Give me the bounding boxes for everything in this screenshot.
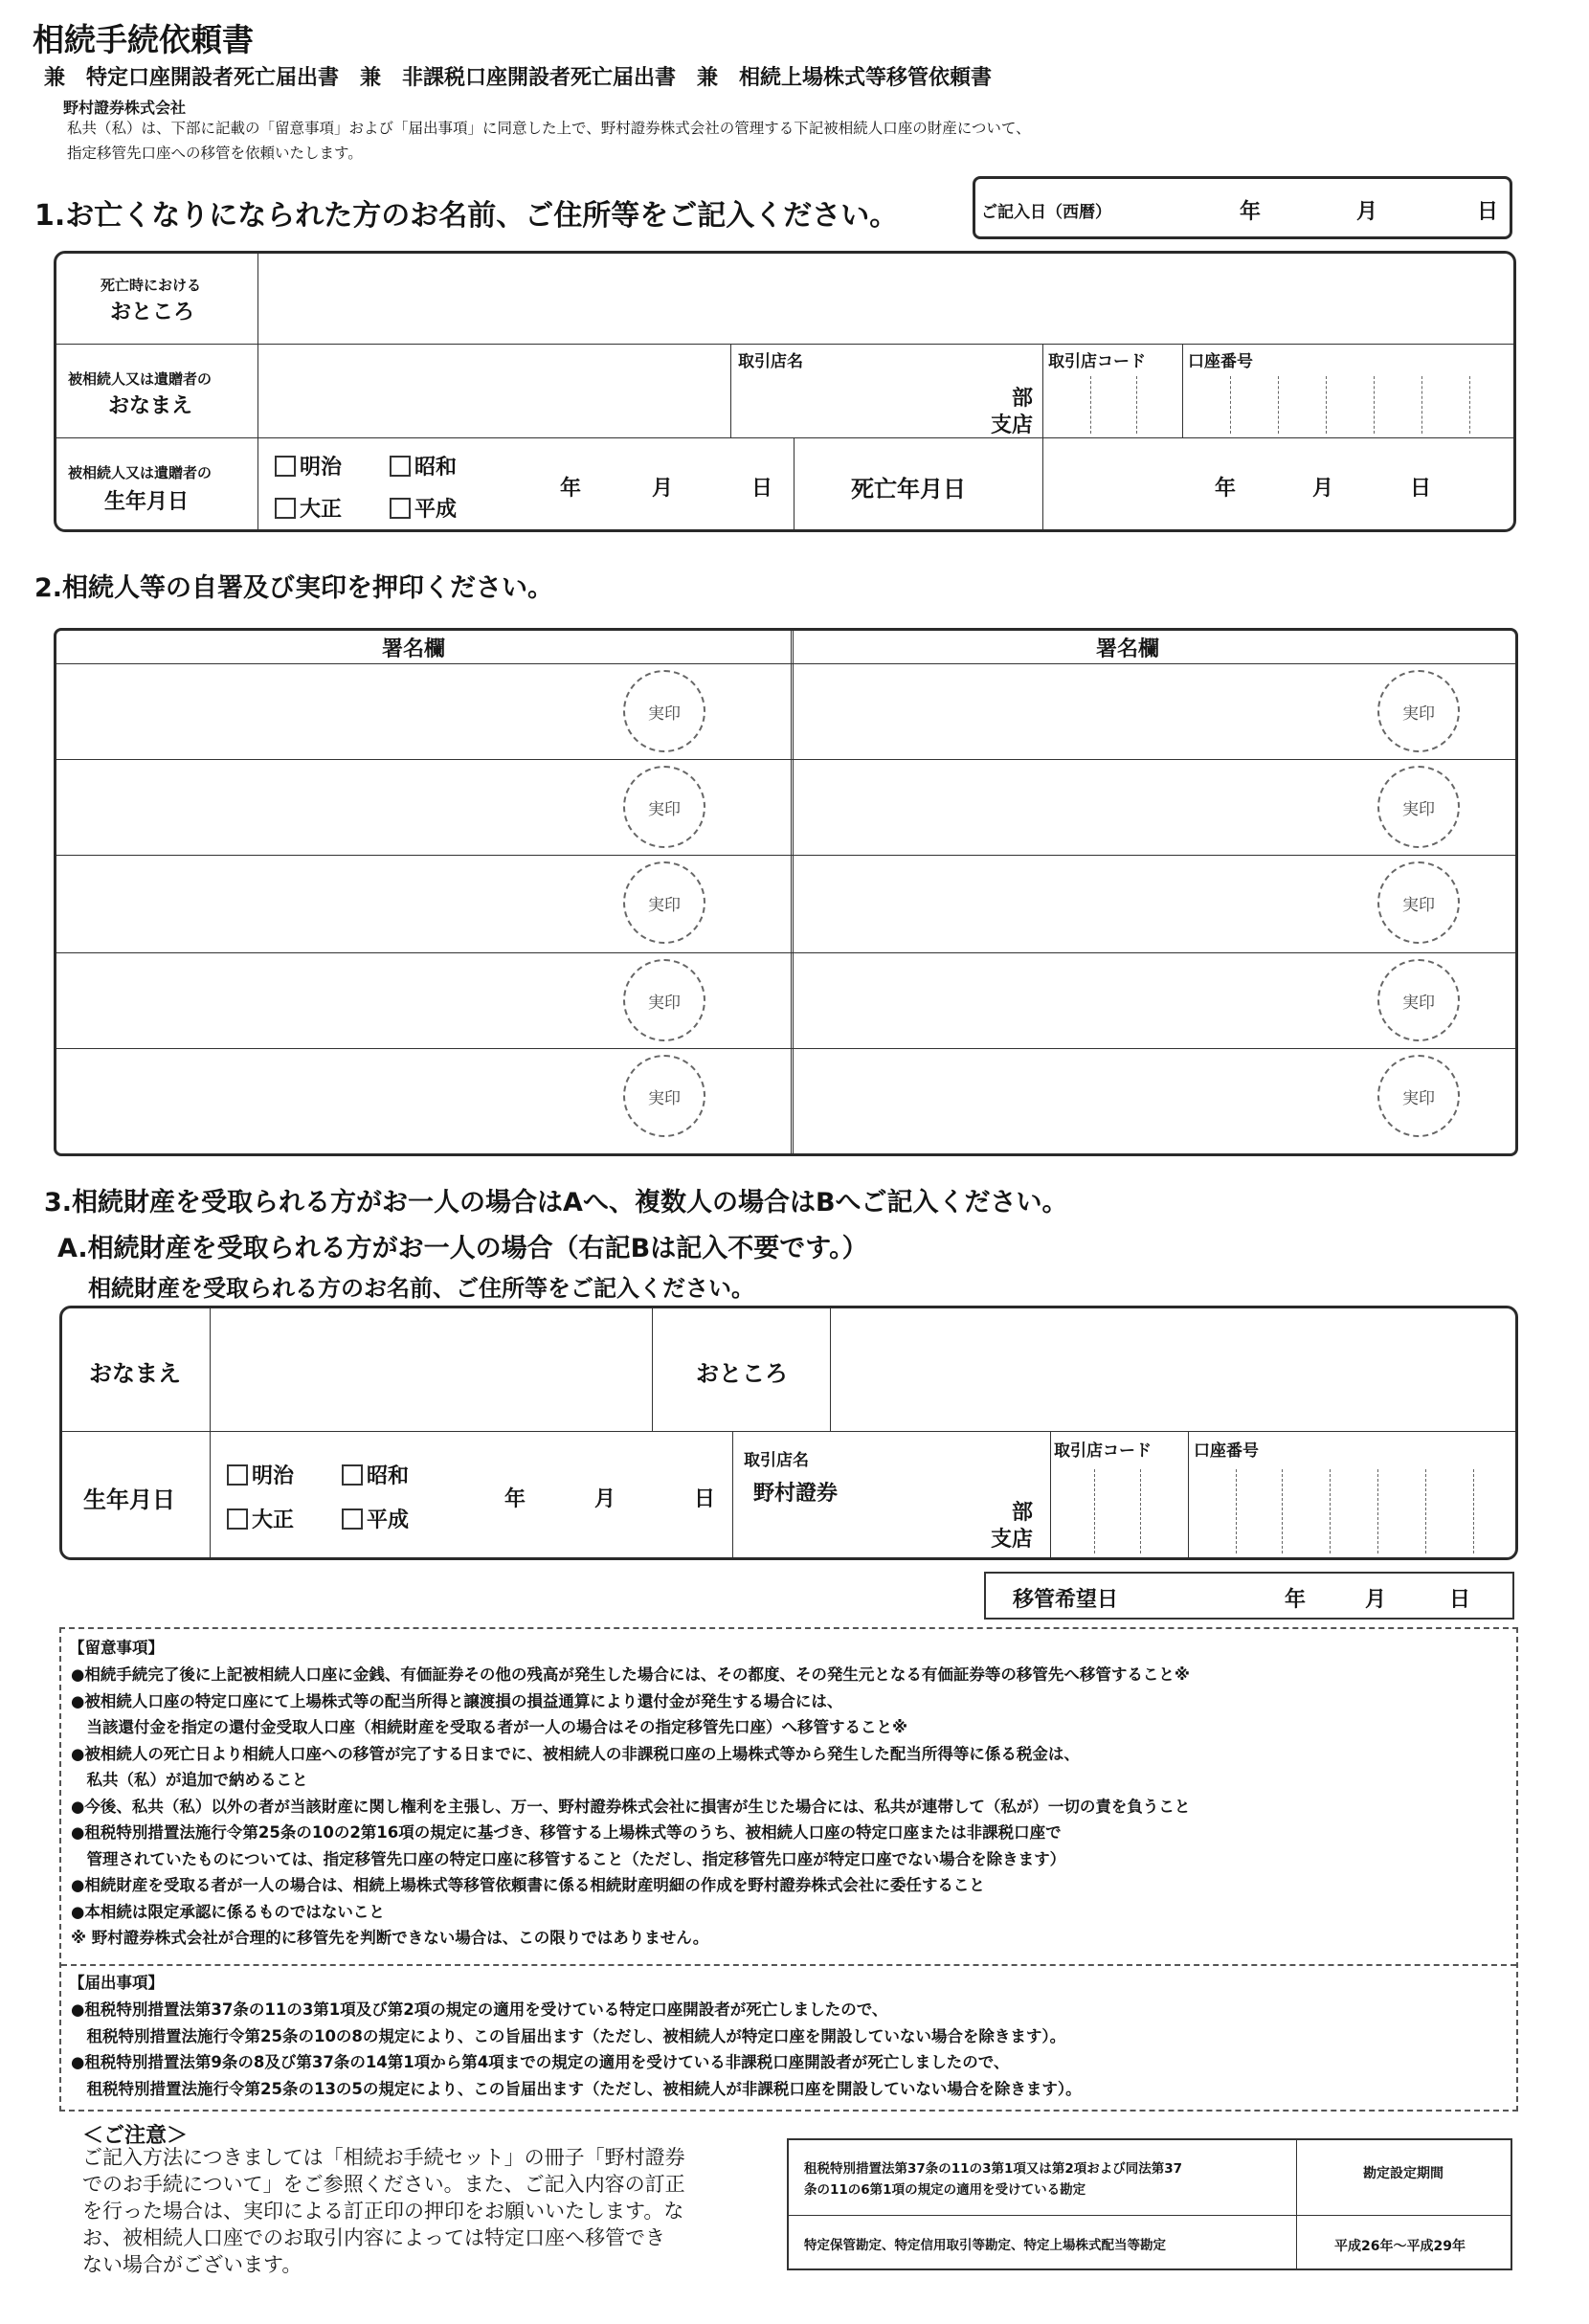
address-label: おところ (110, 301, 195, 324)
entry-date-year: 年 (1240, 200, 1262, 224)
caution-title: ＜ご注意＞ (82, 2124, 189, 2148)
signature-field-right-3[interactable] (797, 859, 1333, 947)
caution-line: ない場合がございます。 (82, 2253, 302, 2276)
signature-header-right: 署名欄 (1096, 637, 1160, 661)
recipient-branch-field[interactable] (738, 1500, 968, 1553)
table-r1c2: 勘定設定期間 (1363, 2166, 1444, 2181)
transfer-date-label: 移管希望日 (1013, 1588, 1119, 1612)
caution-text (82, 2144, 685, 2278)
signature-field-left-4[interactable] (62, 956, 598, 1044)
section1-heading: 1.お亡くなりになられた方のお名前、ご住所等をご記入ください。 (34, 199, 899, 233)
birth-day-label: 日 (751, 477, 773, 501)
transfer-day-label: 日 (1449, 1588, 1471, 1612)
death-date-label: 死亡年月日 (851, 476, 966, 503)
section2-heading: 2.相続人等の自署及び実印を押印ください。 (34, 573, 554, 603)
note-line: ●相続財産を受取る者が一人の場合は、相続上場株式等移管依頼書に係る相続財産明細の作成を野村證券株式会社に委任すること (71, 1876, 985, 1894)
transfer-year-label: 年 (1285, 1588, 1307, 1612)
seal-stamp-left-2: 実印 (623, 766, 705, 848)
table-r2c1: 特定保管勘定、特定信用取引等勘定、特定上場株式配当等勘定 (804, 2238, 1166, 2253)
seal-stamp-left-5: 実印 (623, 1055, 705, 1137)
signature-field-left-2[interactable] (62, 763, 598, 851)
signature-field-right-5[interactable] (797, 1052, 1333, 1140)
recipient-address-label: おところ (696, 1360, 788, 1387)
recipient-birth-label: 生年月日 (83, 1486, 175, 1513)
note-line: 管理されていたものについては、指定移管先口座の特定口座に移管すること（ただし、指定移管先口座が特定口座でない場合を除きます） (71, 1849, 1066, 1868)
notification-line: ●租税特別措置法第9条の8及び第37条の14第1項から第4項までの規定の適用を受けている非課税口座開設者が死亡しましたので、 (71, 2053, 1010, 2071)
notification-line: 租税特別措置法施行令第25条の13の5の規定により、この旨届出ます（ただし、被相続人が非課税口座を開設していない場合を除きます）。 (71, 2079, 1082, 2098)
recipient-birth-year-label: 年 (504, 1487, 526, 1511)
notifications-list (71, 1997, 1082, 2102)
note-line: ●被相続人の死亡日より相続人口座への移管が完了する日までに、被相続人の非課税口座の上場株式等から発生した配当所得等に係る税金は、 (71, 1744, 1080, 1763)
intro-line-2: 指定移管先口座への移管を依頼いたします。 (67, 145, 363, 162)
deceased-account-no-field[interactable] (1186, 374, 1510, 434)
entry-date-month: 月 (1356, 200, 1378, 224)
branch-code-label: 取引店コード (1048, 352, 1146, 371)
recipient-birth-month-label: 月 (594, 1487, 616, 1511)
era-taisho-checkbox[interactable]: 大正 (275, 493, 342, 523)
note-line: 私共（私）が追加で納めること (71, 1771, 308, 1789)
company-name: 野村證券株式会社 (63, 99, 187, 117)
signature-table (54, 628, 1518, 1156)
notes-box (59, 1627, 1518, 2112)
form-subtitle: 兼 特定口座開設者死亡届出書 兼 非課税口座開設者死亡届出書 兼 相続上場株式等移管依頼書 (44, 66, 993, 90)
recipient-era-showa-checkbox[interactable]: 昭和 (342, 1460, 409, 1489)
recipient-branch-shiten: 支店 (991, 1528, 1034, 1552)
seal-stamp-right-5: 実印 (1377, 1055, 1460, 1137)
note-line: ●本相続は限定承認に係るものではないこと (71, 1902, 385, 1921)
branch-bu: 部 (1012, 387, 1034, 411)
entry-date-label: ご記入日（西暦） (981, 203, 1111, 222)
recipient-birth-day-label: 日 (694, 1487, 716, 1511)
deceased-info-form (54, 251, 1516, 532)
birth-label: 生年月日 (104, 490, 190, 514)
account-period-table (787, 2138, 1512, 2270)
death-month-label: 月 (1312, 477, 1334, 501)
note-line: ●相続手続完了後に上記被相続人口座に金銭、有価証券その他の残高が発生した場合には、その都度、その発生元となる有価証券等の移管先へ移管すること※ (71, 1665, 1190, 1684)
era-showa-checkbox[interactable]: 昭和 (390, 451, 457, 480)
deceased-address-field[interactable] (261, 256, 1506, 340)
signature-field-left-1[interactable] (62, 667, 598, 755)
signature-header-left: 署名欄 (382, 637, 446, 661)
notification-line: 租税特別措置法施行令第25条の10の8の規定により、この旨届出ます（ただし、被相続人が特定口座を開設していない場合を除きます）。 (71, 2026, 1066, 2045)
seal-stamp-right-4: 実印 (1377, 959, 1460, 1041)
caution-line: でのお手続について」をご参照ください。また、ご記入内容の訂正 (82, 2173, 685, 2196)
entry-date-day: 日 (1477, 200, 1499, 224)
seal-stamp-right-2: 実印 (1377, 766, 1460, 848)
recipient-branch-name-label: 取引店名 (744, 1451, 809, 1470)
recipient-address-field[interactable] (834, 1312, 1511, 1427)
note-line: ●今後、私共（私）以外の者が当該財産に関し権利を主張し、万一、野村證券株式会社に損害が生じた場合には、私共が連帯して（私が）一切の責を負うこと (71, 1797, 1191, 1816)
recipient-branch-code-field[interactable] (1054, 1465, 1184, 1553)
recipient-account-no-field[interactable] (1192, 1465, 1511, 1553)
death-day-label: 日 (1410, 477, 1432, 501)
name-label-small: 被相続人又は遺贈者の (68, 370, 213, 388)
deceased-name-field[interactable] (261, 347, 727, 434)
seal-stamp-right-3: 実印 (1377, 861, 1460, 944)
address-label-small: 死亡時における (101, 277, 202, 294)
era-heisei-checkbox[interactable]: 平成 (390, 493, 457, 523)
deceased-branch-field[interactable] (738, 370, 977, 434)
birth-month-label: 月 (652, 477, 674, 501)
note-line: ●租税特別措置法施行令第25条の10の2第16項の規定に基づき、移管する上場株式等のうち、被相続人口座の特定口座または非課税口座で (71, 1823, 1062, 1842)
birth-label-small: 被相続人又は遺贈者の (68, 464, 213, 481)
note-line: 当該還付金を指定の還付金受取人口座（相続財産を受取る者が一人の場合はその指定移管先口座）へ移管すること※ (71, 1718, 908, 1736)
recipient-info-form (59, 1306, 1518, 1560)
recipient-era-taisho-checkbox[interactable]: 大正 (227, 1504, 294, 1533)
table-r1c1-b: 条の11の6第1項の規定の適用を受けている勘定 (804, 2182, 1086, 2198)
death-year-label: 年 (1215, 477, 1237, 501)
caution-line: お、被相続人口座でのお取引内容によっては特定口座へ移管でき (82, 2226, 665, 2249)
notification-line: ●租税特別措置法第37条の11の3第1項及び第2項の規定の適用を受けている特定口座開設者が死亡しましたので、 (71, 2000, 888, 2019)
era-meiji-checkbox[interactable]: 明治 (275, 451, 342, 480)
section3-subheading: A.相続財産を受取られる方がお一人の場合（右記Bは記入不要です。） (57, 1234, 868, 1263)
caution-line: を行った場合は、実印による訂正印の押印をお願いいたします。な (82, 2200, 684, 2223)
signature-field-right-1[interactable] (797, 667, 1333, 755)
signature-field-left-3[interactable] (62, 859, 598, 947)
signature-field-left-5[interactable] (62, 1052, 598, 1140)
section3-heading: 3.相続財産を受取られる方がお一人の場合はAへ、複数人の場合はBへご記入ください。 (44, 1188, 1068, 1218)
deceased-branch-code-field[interactable] (1046, 374, 1178, 434)
section3-instruction: 相続財産を受取られる方のお名前、ご住所等をご記入ください。 (88, 1275, 754, 1302)
intro-line-1: 私共（私）は、下部に記載の「留意事項」および「届出事項」に同意した上で、野村證券株式会社の管理する下記被相続人口座の財産について、 (67, 120, 1031, 137)
table-r1c1-a: 租税特別措置法第37条の11の3第1項又は第2項および同法第37 (804, 2161, 1183, 2177)
seal-stamp-left-1: 実印 (623, 670, 705, 752)
death-date-field[interactable] (1046, 441, 1506, 525)
signature-field-right-2[interactable] (797, 763, 1333, 851)
notifications-title: 【届出事項】 (69, 1974, 164, 1992)
notes-list (71, 1662, 1190, 1952)
signature-field-right-4[interactable] (797, 956, 1333, 1044)
entry-date-box[interactable] (973, 176, 1512, 239)
seal-stamp-left-4: 実印 (623, 959, 705, 1041)
branch-shiten: 支店 (991, 413, 1034, 437)
note-line: ※ 野村證券株式会社が合理的に移管先を判断できない場合は、この限りではありません。 (71, 1929, 709, 1947)
recipient-branch-bu: 部 (1012, 1501, 1034, 1525)
account-no-label: 口座番号 (1188, 352, 1253, 371)
recipient-name-label: おなまえ (89, 1360, 181, 1387)
seal-stamp-right-1: 実印 (1377, 670, 1460, 752)
recipient-branch-value: 野村證券 (753, 1482, 839, 1506)
transfer-date-box[interactable] (984, 1572, 1514, 1620)
recipient-era-heisei-checkbox[interactable]: 平成 (342, 1504, 409, 1533)
recipient-account-no-label: 口座番号 (1194, 1441, 1259, 1461)
branch-name-label: 取引店名 (738, 352, 803, 371)
name-label: おなまえ (108, 394, 193, 418)
birth-year-label: 年 (560, 477, 582, 501)
caution-line: ご記入方法につきましては「相続お手続セット」の冊子「野村證券 (82, 2146, 685, 2169)
seal-stamp-left-3: 実印 (623, 861, 705, 944)
form-title: 相続手続依頼書 (33, 21, 254, 58)
note-line: ●被相続人口座の特定口座にて上場株式等の配当所得と譲渡損の損益通算により還付金が発生する場合には、 (71, 1691, 843, 1710)
recipient-branch-code-label: 取引店コード (1054, 1441, 1152, 1461)
notes-title: 【留意事項】 (69, 1639, 164, 1657)
recipient-era-meiji-checkbox[interactable]: 明治 (227, 1460, 294, 1489)
transfer-month-label: 月 (1365, 1588, 1387, 1612)
recipient-name-field[interactable] (213, 1312, 648, 1427)
table-r2c2: 平成26年～平成29年 (1334, 2239, 1466, 2254)
